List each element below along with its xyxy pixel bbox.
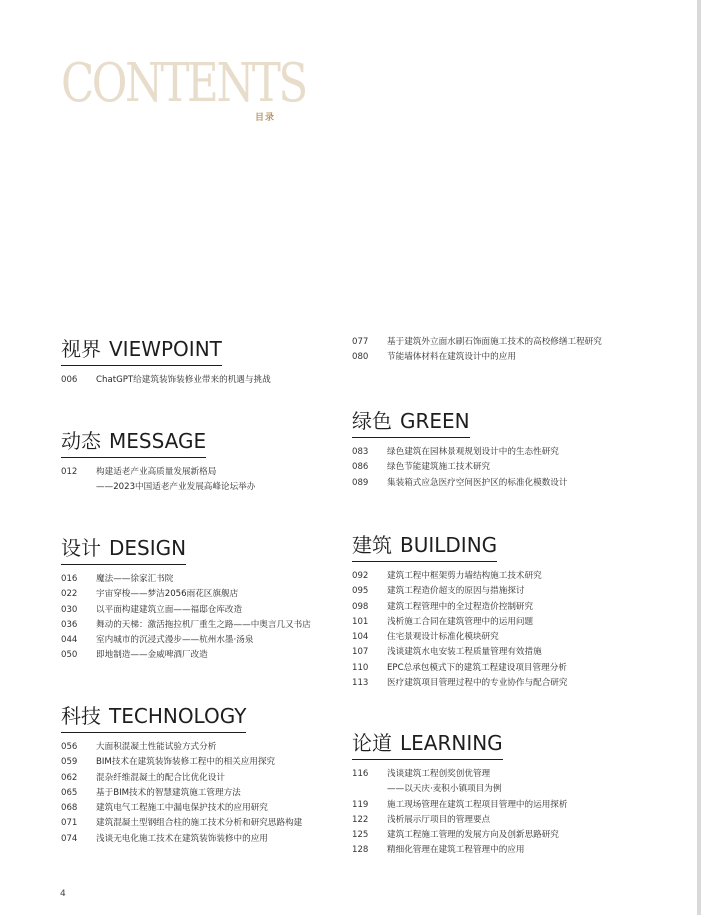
toc-entry-title: 住宅景观设计标准化模块研究 [387,632,499,643]
toc-entry-page: 119 [352,799,369,810]
toc-entry-title: ——2023中国适老产业发展高峰论坛举办 [96,482,256,493]
toc-entry-title: 绿色建筑在园林景观规划设计中的生态性研究 [387,447,559,457]
section-building [352,535,567,691]
section-heading [352,411,470,438]
toc-entry-title: 大面积混凝土性能试验方式分析 [96,742,217,752]
toc-entry-title: EPC总承包模式下的建筑工程建设项目管理分析 [387,662,567,673]
section-heading-en: VIEWPOINT [109,337,222,361]
toc-entry-page: 107 [352,647,369,658]
toc-entry-page [61,480,96,495]
toc-entry [352,767,567,782]
toc-entry-page: 006 [61,375,78,385]
toc-entry-page: 104 [352,632,369,643]
section-green [352,411,567,491]
toc-entry-page: 086 [352,462,369,473]
toc-entry-page: 128 [352,845,369,856]
toc-entry [352,813,567,828]
toc-entry [352,676,567,691]
section-heading [61,431,206,458]
toc-entry [352,445,567,460]
toc-entry [352,630,567,645]
toc-entry-page: 065 [61,787,78,798]
contents-title: CONTENTS [61,53,306,114]
toc-entry-title: 精细化管理在建筑工程管理中的应用 [387,845,525,856]
page-edge [697,0,701,915]
toc-entry-page: 083 [352,447,369,457]
toc-entry-page: 044 [61,635,78,646]
toc-entry-page: 110 [352,662,369,673]
toc-entry-title: ——以天庆·麦积小镇项目为例 [387,784,502,795]
toc-entry-title: 浅谈无电化施工技术在建筑装饰装修中的应用 [96,833,268,844]
toc-entry-page: 122 [352,814,369,825]
toc-entry-title: 建筑工程中框架剪力墙结构施工技术研究 [387,571,542,581]
toc-entry [61,786,302,801]
section-heading-zh: 动态 [61,429,101,453]
section-heading [352,535,497,562]
entry-list [61,465,255,496]
toc-entry [61,740,302,755]
toc-entry [61,603,311,618]
section-heading-zh: 绿色 [352,409,392,433]
toc-entry-title: 基于BIM技术的智慧建筑施工管理方法 [96,787,241,798]
toc-entry-title: 室内城市的沉浸式漫步——杭州水墨·汤泉 [96,635,254,646]
section-continued [352,335,602,366]
toc-entry [352,661,567,676]
toc-entry [352,828,567,843]
toc-entry-title: 建筑电气工程施工中漏电保护技术的应用研究 [96,803,268,814]
toc-entry-title: 浅析展示厅项目的管理要点 [387,814,491,825]
section-heading-en: TECHNOLOGY [109,704,247,728]
toc-entry-page: 116 [352,769,369,779]
section-heading-zh: 科技 [61,704,101,728]
toc-entry-title: 绿色节能建筑施工技术研究 [387,462,491,473]
toc-entry [352,335,602,350]
section-heading-en: DESIGN [109,536,187,560]
toc-entry [61,465,255,480]
toc-entry-title: 宇宙穿梭——梦洁2056雨花区旗舰店 [96,589,239,600]
section-heading-zh: 建筑 [352,533,392,557]
section-heading-en: BUILDING [400,533,498,557]
section-viewpoint [61,339,271,388]
toc-entry [352,350,602,365]
section-heading-en: MESSAGE [109,429,207,453]
section-heading [61,538,186,565]
toc-entry-page: 077 [352,337,369,347]
toc-entry [352,645,567,660]
toc-entry [61,572,311,587]
toc-entry-title: 集装箱式应急医疗空间医护区的标准化模数设计 [387,477,568,488]
section-design [61,538,311,664]
toc-entry-page: 125 [352,830,369,841]
section-heading-zh: 视界 [61,337,101,361]
entry-list [352,335,602,366]
toc-entry [352,843,567,858]
toc-entry-title: BIM技术在建筑装饰装修工程中的相关应用探究 [96,757,276,768]
toc-entry-page: 036 [61,619,78,630]
toc-entry [61,755,302,770]
toc-entry-title: 舞动的天梯：激活拖拉机厂重生之路——中奥言几又书店 [96,619,311,630]
toc-entry-title: 浅析施工合同在建筑管理中的运用问题 [387,616,534,627]
toc-entry-page: 030 [61,604,78,615]
entry-list [352,767,567,859]
toc-entry-page: 062 [61,772,78,783]
toc-entry-page: 098 [352,601,369,612]
section-message [61,431,255,496]
toc-entry [61,832,302,847]
toc-entry [61,587,311,602]
section-technology [61,706,302,847]
toc-entry-page: 089 [352,477,369,488]
section-heading [352,733,503,760]
toc-entry [61,801,302,816]
toc-entry-title: 基于建筑外立面水刷石饰面施工技术的高校修缮工程研究 [387,337,602,347]
toc-entry-title: 建筑工程施工管理的发展方向及创新思路研究 [387,830,559,841]
toc-entry-page: 022 [61,589,78,600]
entry-list [61,572,311,664]
section-heading [61,706,246,733]
toc-entry-page: 074 [61,833,78,844]
toc-entry-page: 101 [352,616,369,627]
section-heading-zh: 论道 [352,731,392,755]
toc-entry [352,476,567,491]
toc-entry-page: 016 [61,574,78,584]
toc-entry-title: 以平面构建建筑立面——福邸仓库改造 [96,604,243,615]
entry-list [61,740,302,847]
toc-entry-title: ChatGPT给建筑装饰装修业带来的机遇与挑战 [96,375,271,385]
toc-entry-page: 056 [61,742,78,752]
entry-list [352,445,567,491]
toc-entry-page [352,782,387,797]
toc-entry-title: 浅谈建筑水电安装工程质量管理有效措施 [387,647,542,658]
toc-entry-page: 059 [61,757,78,768]
toc-entry [352,569,567,584]
toc-entry [61,633,311,648]
toc-entry [61,480,255,495]
toc-entry-title: 构建适老产业高质量发展新格局 [96,467,217,477]
toc-entry-page: 071 [61,818,78,829]
toc-entry-title: 节能墙体材料在建筑设计中的应用 [387,352,516,363]
section-heading-en: GREEN [400,409,470,433]
entry-list [352,569,567,691]
toc-entry [61,373,271,388]
toc-entry-title: 即地制造——金威啤酒厂改造 [96,650,208,661]
toc-entry-page: 068 [61,803,78,814]
toc-entry [61,648,311,663]
toc-entry-title: 建筑工程管理中的全过程造价控制研究 [387,601,534,612]
section-learning [352,733,567,859]
toc-entry [352,460,567,475]
toc-entry [61,618,311,633]
toc-entry [352,615,567,630]
section-heading-zh: 设计 [61,536,101,560]
entry-list [61,373,271,388]
toc-entry [352,600,567,615]
toc-entry [61,771,302,786]
toc-entry-title: 混杂纤维混凝土的配合比优化设计 [96,772,225,783]
toc-entry-title: 魔法——徐家汇书院 [96,574,174,584]
toc-entry [352,798,567,813]
page-number: 4 [60,889,66,899]
toc-entry-page: 012 [61,467,78,477]
toc-entry [352,782,567,797]
toc-entry [61,816,302,831]
toc-entry-title: 医疗建筑项目管理过程中的专业协作与配合研究 [387,678,568,689]
section-heading [61,339,222,366]
toc-entry [352,584,567,599]
toc-entry-title: 建筑混凝土型钢组合柱的施工技术分析和研究思路构建 [96,818,303,829]
toc-entry-title: 施工现场管理在建筑工程项目管理中的运用探析 [387,799,568,810]
toc-entry-title: 建筑工程造价超支的原因与措施探讨 [387,586,525,597]
toc-entry-page: 080 [352,352,369,363]
toc-entry-page: 092 [352,571,369,581]
toc-entry-page: 050 [61,650,78,661]
toc-entry-page: 113 [352,678,369,689]
toc-entry-page: 095 [352,586,369,597]
section-heading-en: LEARNING [400,731,503,755]
contents-subtitle: 目录 [255,113,276,123]
toc-entry-title: 浅谈建筑工程创奖创优管理 [387,769,491,779]
